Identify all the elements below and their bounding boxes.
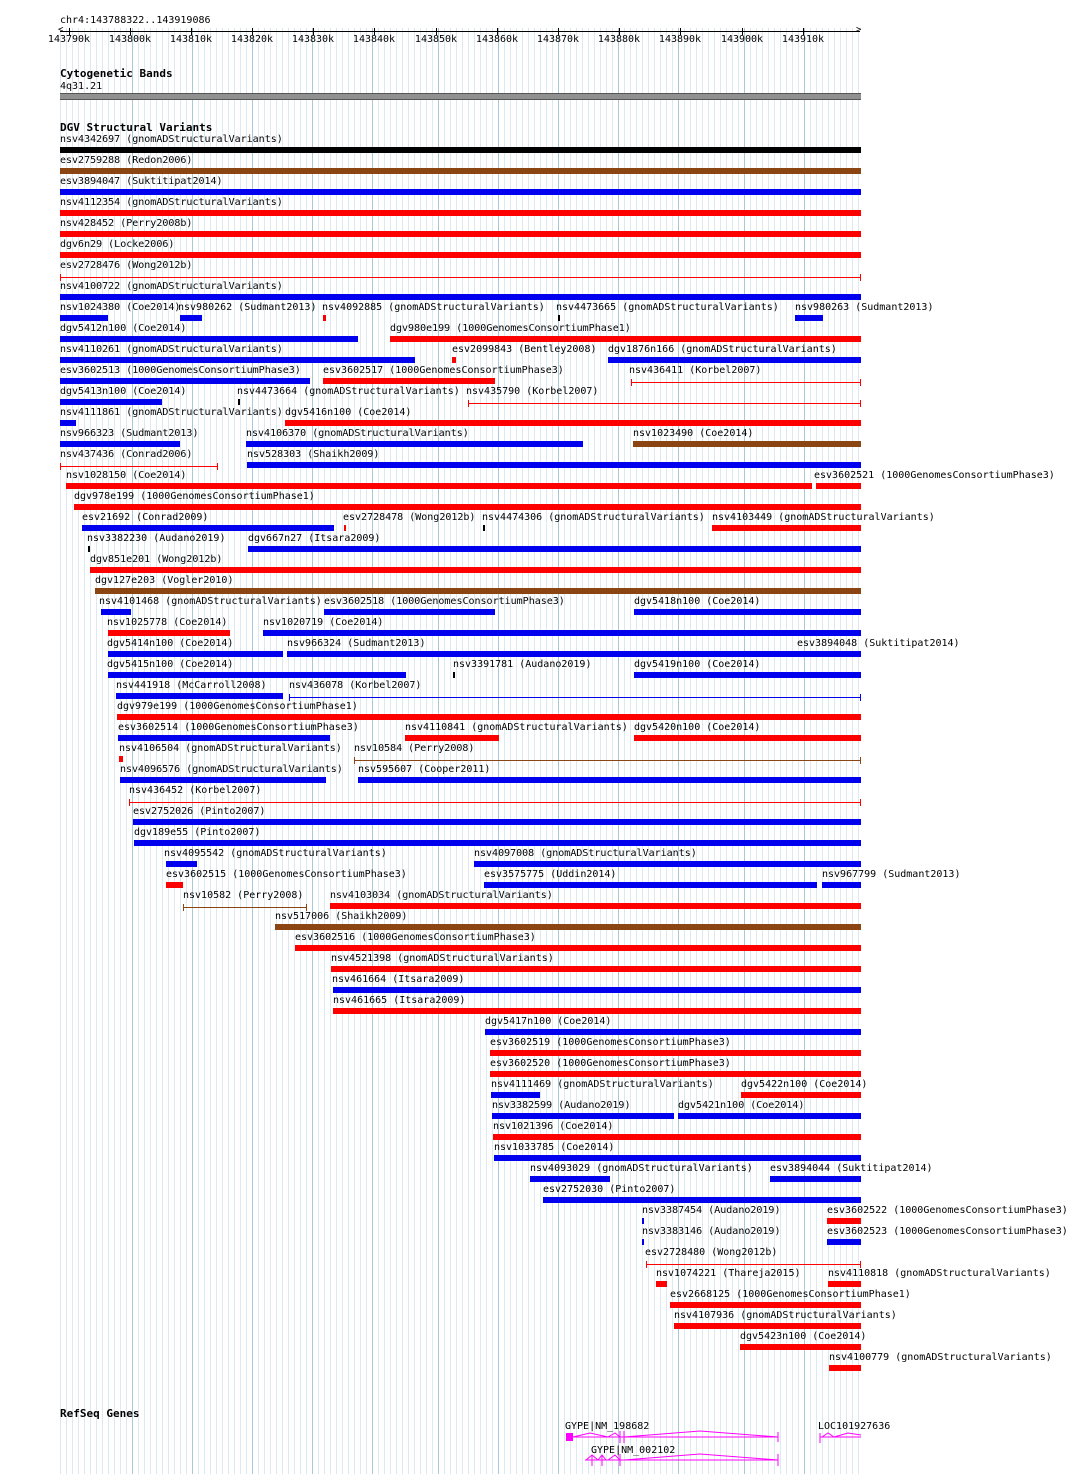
variant-bar[interactable] <box>66 483 812 489</box>
variant-label[interactable]: esv2728480 (Wong2012b) <box>645 1247 778 1258</box>
grid-line <box>498 28 499 1474</box>
variant-bar[interactable] <box>247 462 861 468</box>
variant-label[interactable]: nsv436078 (Korbel2007) <box>289 680 422 691</box>
variant-bar-endcap <box>631 379 632 386</box>
variant-label[interactable]: nsv3383146 (Audano2019) <box>642 1226 781 1237</box>
variant-label[interactable]: esv3575775 (Uddin2014) <box>484 869 617 880</box>
gene-model-gype-nm-198682[interactable] <box>566 1431 778 1443</box>
variant-bar-endcap <box>646 1261 647 1268</box>
variant-bar[interactable] <box>275 924 861 930</box>
variant-bar[interactable] <box>712 525 861 531</box>
variant-label[interactable]: nsv4110818 (gnomADStructuralVariants) <box>828 1268 1051 1279</box>
variant-bar[interactable] <box>670 1302 861 1308</box>
variant-bar[interactable] <box>483 525 485 531</box>
variant-label[interactable]: nsv1020719 (Coe2014) <box>263 617 384 628</box>
ruler-tick-label: 143870k <box>536 34 580 45</box>
variant-bar[interactable] <box>608 357 861 363</box>
grid-line <box>798 28 799 1474</box>
variant-label[interactable]: esv2668125 (1000GenomesConsortiumPhase1) <box>670 1289 911 1300</box>
variant-bar[interactable] <box>108 630 230 636</box>
variant-bar[interactable] <box>133 819 861 825</box>
grid-line <box>636 28 637 1474</box>
variant-bar-endcap <box>60 274 61 281</box>
variant-bar[interactable] <box>485 1029 861 1035</box>
variant-bar[interactable] <box>95 588 861 594</box>
variant-label[interactable]: nsv436452 (Korbel2007) <box>129 785 262 796</box>
grid-line <box>486 28 487 1474</box>
grid-line <box>804 28 805 1474</box>
grid-line <box>534 28 535 1474</box>
variant-bar[interactable] <box>656 1281 667 1287</box>
variant-label[interactable]: nsv4106370 (gnomADStructuralVariants) <box>246 428 469 439</box>
ruler-tick-label: 143830k <box>291 34 335 45</box>
grid-line <box>612 28 613 1474</box>
variant-bar[interactable] <box>642 1239 644 1245</box>
variant-bar[interactable] <box>183 907 307 908</box>
variant-bar[interactable] <box>678 1113 861 1119</box>
variant-label[interactable]: nsv1021396 (Coe2014) <box>493 1121 614 1132</box>
variant-bar-endcap <box>468 400 469 407</box>
variant-label[interactable]: esv2728478 (Wong2012b) <box>343 512 476 523</box>
grid-line <box>618 28 619 1474</box>
variant-label[interactable]: dgv5414n100 (Coe2014) <box>107 638 234 649</box>
variant-label[interactable]: esv2728476 (Wong2012b) <box>60 260 193 271</box>
variant-label[interactable]: nsv4110261 (gnomADStructuralVariants) <box>60 344 283 355</box>
grid-line <box>342 28 343 1474</box>
variant-label[interactable]: nsv4092885 (gnomADStructuralVariants) <box>322 302 545 313</box>
variant-label[interactable]: esv2759288 (Redon2006) <box>60 155 193 166</box>
variant-bar[interactable] <box>90 567 861 573</box>
variant-label[interactable]: nsv3382230 (Audano2019) <box>87 533 226 544</box>
variant-label[interactable]: nsv4103449 (gnomADStructuralVariants) <box>712 512 935 523</box>
variant-bar[interactable] <box>492 1113 674 1119</box>
variant-label[interactable]: nsv10584 (Perry2008) <box>354 743 475 754</box>
variant-label[interactable]: nsv517006 (Shaikh2009) <box>275 911 408 922</box>
variant-bar[interactable] <box>827 1218 861 1224</box>
variant-label[interactable]: nsv4473665 (gnomADStructuralVariants) <box>556 302 779 313</box>
variant-label[interactable]: nsv435790 (Korbel2007) <box>466 386 599 397</box>
variant-label[interactable]: nsv437436 (Conrad2006) <box>60 449 193 460</box>
grid-line <box>846 28 847 1474</box>
variant-label[interactable]: dgv189e55 (Pinto2007) <box>134 827 261 838</box>
variant-bar[interactable] <box>88 546 90 552</box>
grid-line <box>348 28 349 1474</box>
variant-bar[interactable] <box>60 231 861 237</box>
variant-bar[interactable] <box>333 1008 861 1014</box>
variant-bar-endcap <box>860 799 861 806</box>
variant-label[interactable]: nsv3382599 (Audano2019) <box>492 1100 631 1111</box>
variant-label[interactable]: nsv4095542 (gnomADStructuralVariants) <box>164 848 387 859</box>
variant-bar-endcap <box>860 400 861 407</box>
gene-label-gype-nm-198682[interactable]: GYPE|NM_198682 <box>565 1421 650 1432</box>
variant-label[interactable]: esv3894047 (Suktitipat2014) <box>60 176 223 187</box>
variant-label[interactable]: nsv4093029 (gnomADStructuralVariants) <box>530 1163 753 1174</box>
grid-line <box>786 28 787 1474</box>
variant-bar[interactable] <box>491 1092 540 1098</box>
variant-bar[interactable] <box>60 168 861 174</box>
grid-line <box>834 28 835 1474</box>
variant-bar-endcap <box>60 463 61 470</box>
ruler-tick-label: 143840k <box>352 34 396 45</box>
variant-bar[interactable] <box>330 903 861 909</box>
variant-label[interactable]: dgv127e203 (Vogler2010) <box>95 575 234 586</box>
variant-bar[interactable] <box>354 760 861 761</box>
variant-label[interactable]: nsv4106504 (gnomADStructuralVariants) <box>119 743 342 754</box>
grid-line <box>516 28 517 1474</box>
variant-bar[interactable] <box>116 693 283 699</box>
variant-bar[interactable] <box>344 525 346 531</box>
ruler-tick-label: 143800k <box>108 34 152 45</box>
variant-bar[interactable] <box>741 1092 861 1098</box>
grid-line <box>828 28 829 1474</box>
variant-label[interactable]: esv2752026 (Pinto2007) <box>133 806 266 817</box>
variant-bar[interactable] <box>246 441 583 447</box>
grid-line <box>546 28 547 1474</box>
variant-label[interactable]: dgv980e199 (1000GenomesConsortiumPhase1) <box>390 323 631 334</box>
variant-label[interactable]: nsv436411 (Korbel2007) <box>629 365 762 376</box>
variant-bar[interactable] <box>108 651 283 657</box>
variant-bar[interactable] <box>289 697 861 698</box>
variant-bar[interactable] <box>60 357 415 363</box>
variant-label[interactable]: nsv4107936 (gnomADStructuralVariants) <box>674 1310 897 1321</box>
variant-label[interactable]: nsv4103034 (gnomADStructuralVariants) <box>330 890 553 901</box>
variant-bar[interactable] <box>248 546 861 552</box>
variant-bar[interactable] <box>60 315 108 321</box>
variant-bar[interactable] <box>490 1071 861 1077</box>
grid-line <box>840 28 841 1474</box>
variant-label[interactable]: nsv4101468 (gnomADStructuralVariants) <box>99 596 322 607</box>
variant-label[interactable]: nsv4111861 (gnomADStructuralVariants) <box>60 407 283 418</box>
variant-label[interactable]: dgv5419n100 (Coe2014) <box>634 659 761 670</box>
variant-bar[interactable] <box>829 1365 861 1371</box>
variant-bar[interactable] <box>134 840 861 846</box>
variant-label[interactable]: esv2752030 (Pinto2007) <box>543 1184 676 1195</box>
variant-label[interactable]: nsv1024380 (Coe2014) <box>60 302 181 313</box>
ruler-tick-label: 143890k <box>658 34 702 45</box>
variant-bar[interactable] <box>117 714 861 720</box>
variant-label[interactable]: dgv5418n100 (Coe2014) <box>634 596 761 607</box>
variant-label[interactable]: nsv1074221 (Thareja2015) <box>656 1268 801 1279</box>
cytoband-bar[interactable] <box>60 93 861 100</box>
location-label: chr4:143788322..143919086 <box>60 15 211 26</box>
variant-bar[interactable] <box>474 861 861 867</box>
ruler-axis <box>60 31 860 32</box>
variant-bar[interactable] <box>795 315 823 321</box>
grid-line <box>822 28 823 1474</box>
grid-line <box>570 28 571 1474</box>
variant-label[interactable]: dgv667n27 (Itsara2009) <box>248 533 381 544</box>
variant-bar-endcap <box>129 799 130 806</box>
variant-bar-endcap <box>860 694 861 701</box>
variant-label[interactable]: nsv4521398 (gnomADStructuralVariants) <box>331 953 554 964</box>
grid-line <box>576 28 577 1474</box>
variant-bar[interactable] <box>331 966 861 972</box>
variant-bar-endcap <box>860 757 861 764</box>
variant-label[interactable]: nsv4100779 (gnomADStructuralVariants) <box>829 1352 1052 1363</box>
variant-bar[interactable] <box>166 882 183 888</box>
grid-line <box>594 28 595 1474</box>
grid-line <box>642 28 643 1474</box>
variant-label[interactable]: nsv967799 (Sudmant2013) <box>822 869 961 880</box>
variant-bar-endcap <box>306 904 307 911</box>
variant-bar[interactable] <box>828 1281 861 1287</box>
variant-label[interactable]: nsv3387454 (Audano2019) <box>642 1205 781 1216</box>
variant-label[interactable]: esv3602520 (1000GenomesConsortiumPhase3) <box>490 1058 731 1069</box>
variant-label[interactable]: nsv966324 (Sudmant2013) <box>287 638 426 649</box>
variant-label[interactable]: esv3602523 (1000GenomesConsortiumPhase3) <box>827 1226 1068 1237</box>
variant-bar[interactable] <box>263 630 861 636</box>
variant-label[interactable]: nsv428452 (Perry2008b) <box>60 218 193 229</box>
grid-line <box>504 28 505 1474</box>
grid-line <box>564 28 565 1474</box>
ruler-tick-label: 143790k <box>47 34 91 45</box>
variant-bar[interactable] <box>405 735 499 741</box>
variant-bar[interactable] <box>674 1323 861 1329</box>
refseq-gene-models <box>0 1425 890 1474</box>
variant-bar[interactable] <box>74 504 861 510</box>
variant-label[interactable]: nsv10582 (Perry2008) <box>183 890 304 901</box>
variant-label[interactable]: nsv461664 (Itsara2009) <box>332 974 465 985</box>
gene-model-gype-nm-002102[interactable] <box>585 1454 778 1466</box>
grid-line <box>588 28 589 1474</box>
variant-label[interactable]: dgv5420n100 (Coe2014) <box>634 722 761 733</box>
variant-bar[interactable] <box>468 403 861 404</box>
exon <box>566 1433 573 1441</box>
grid-line <box>810 28 811 1474</box>
cytoband-track-title[interactable]: Cytogenetic Bands <box>60 67 173 80</box>
variant-label[interactable]: nsv4474306 (gnomADStructuralVariants) <box>482 512 705 523</box>
variant-bar[interactable] <box>494 1155 861 1161</box>
variant-bar[interactable] <box>295 945 861 951</box>
grid-line <box>522 28 523 1474</box>
variant-label[interactable]: nsv461665 (Itsara2009) <box>333 995 466 1006</box>
variant-label[interactable]: esv2099843 (Bentley2008) <box>452 344 597 355</box>
variant-bar[interactable] <box>101 609 131 615</box>
variant-label[interactable]: nsv980263 (Sudmant2013) <box>795 302 934 313</box>
variant-bar[interactable] <box>60 399 162 405</box>
variant-label[interactable]: dgv6n29 (Locke2006) <box>60 239 175 250</box>
variant-label[interactable]: esv3602517 (1000GenomesConsortiumPhase3) <box>323 365 564 376</box>
dgv-track-title[interactable]: DGV Structural Variants <box>60 121 213 134</box>
variant-bar[interactable] <box>358 777 861 783</box>
grid-line <box>552 28 553 1474</box>
variant-bar[interactable] <box>285 420 861 426</box>
variant-bar[interactable] <box>120 777 326 783</box>
variant-bar[interactable] <box>634 609 861 615</box>
variant-label[interactable]: nsv1033785 (Coe2014) <box>494 1142 615 1153</box>
variant-bar[interactable] <box>453 672 455 678</box>
variant-bar[interactable] <box>558 315 560 321</box>
grid-line <box>852 28 853 1474</box>
variant-bar[interactable] <box>238 399 240 405</box>
variant-bar[interactable] <box>60 336 358 342</box>
grid-line <box>630 28 631 1474</box>
variant-bar[interactable] <box>323 378 495 384</box>
grid-line <box>600 28 601 1474</box>
variant-bar[interactable] <box>60 420 76 426</box>
variant-label[interactable]: nsv1025778 (Coe2014) <box>107 617 228 628</box>
variant-bar[interactable] <box>816 483 861 489</box>
variant-label[interactable]: dgv979e199 (1000GenomesConsortiumPhase1) <box>117 701 358 712</box>
variant-label[interactable]: esv3602513 (1000GenomesConsortiumPhase3) <box>60 365 301 376</box>
variant-bar[interactable] <box>60 277 861 278</box>
grid-line <box>816 28 817 1474</box>
gene-label-loc101927636[interactable]: LOC101927636 <box>818 1421 891 1432</box>
grid-line <box>858 28 859 1474</box>
variant-bar[interactable] <box>631 382 861 383</box>
variant-label[interactable]: esv3602514 (1000GenomesConsortiumPhase3) <box>118 722 359 733</box>
variant-label[interactable]: dgv5412n100 (Coe2014) <box>60 323 187 334</box>
ruler-tick-label: 143900k <box>720 34 764 45</box>
variant-label[interactable]: dgv5423n100 (Coe2014) <box>740 1331 867 1342</box>
variant-label[interactable]: esv3602516 (1000GenomesConsortiumPhase3) <box>295 932 536 943</box>
gene-label-gype-nm-002102[interactable]: GYPE|NM_002102 <box>591 1445 676 1456</box>
grid-line <box>606 28 607 1474</box>
variant-label[interactable]: nsv4112354 (gnomADStructuralVariants) <box>60 197 283 208</box>
variant-bar[interactable] <box>287 651 861 657</box>
variant-bar-endcap <box>860 1261 861 1268</box>
ruler-right-arrow: > <box>856 25 862 35</box>
variant-bar[interactable] <box>323 315 326 321</box>
variant-label[interactable]: nsv1028150 (Coe2014) <box>66 470 187 481</box>
ruler-tick-label: 143860k <box>475 34 519 45</box>
ruler-tick-label: 143910k <box>781 34 825 45</box>
variant-label[interactable]: dgv978e199 (1000GenomesConsortiumPhase1) <box>74 491 315 502</box>
variant-bar[interactable] <box>333 987 861 993</box>
variant-bar[interactable] <box>484 882 817 888</box>
ruler-left-arrow: < <box>58 25 64 35</box>
variant-bar[interactable] <box>60 252 861 258</box>
variant-bar[interactable] <box>129 802 861 803</box>
variant-label[interactable]: nsv966323 (Sudmant2013) <box>60 428 199 439</box>
variant-label[interactable]: dgv851e201 (Wong2012b) <box>90 554 223 565</box>
variant-label[interactable]: dgv5415n100 (Coe2014) <box>107 659 234 670</box>
variant-label[interactable]: nsv4342697 (gnomADStructuralVariants) <box>60 134 283 145</box>
variant-bar[interactable] <box>797 651 861 657</box>
variant-bar[interactable] <box>634 672 861 678</box>
variant-bar[interactable] <box>827 1239 861 1245</box>
variant-label[interactable]: esv3602519 (1000GenomesConsortiumPhase3) <box>490 1037 731 1048</box>
variant-label[interactable]: nsv3391781 (Audano2019) <box>453 659 592 670</box>
variant-bar[interactable] <box>634 735 861 741</box>
grid-line <box>582 28 583 1474</box>
variant-bar[interactable] <box>490 1050 861 1056</box>
grid-line <box>558 28 559 1474</box>
variant-bar-endcap <box>289 694 290 701</box>
variant-bar[interactable] <box>60 294 861 300</box>
variant-bar[interactable] <box>60 189 861 195</box>
variant-label[interactable]: esv3894048 (Suktitipat2014) <box>797 638 960 649</box>
variant-bar[interactable] <box>390 336 861 342</box>
variant-bar[interactable] <box>822 882 861 888</box>
variant-bar-endcap <box>354 757 355 764</box>
variant-label[interactable]: nsv4100722 (gnomADStructuralVariants) <box>60 281 283 292</box>
variant-label[interactable]: esv21692 (Conrad2009) <box>82 512 209 523</box>
grid-line <box>528 28 529 1474</box>
variant-label[interactable]: dgv5417n100 (Coe2014) <box>485 1016 612 1027</box>
variant-label[interactable]: dgv1876n166 (gnomADStructuralVariants) <box>608 344 837 355</box>
ruler-tick-label: 143810k <box>169 34 213 45</box>
variant-bar[interactable] <box>60 466 218 467</box>
variant-bar[interactable] <box>60 210 861 216</box>
variant-bar[interactable] <box>60 441 180 447</box>
variant-bar-endcap <box>183 904 184 911</box>
variant-bar[interactable] <box>82 525 334 531</box>
variant-label[interactable]: dgv5422n100 (Coe2014) <box>741 1079 868 1090</box>
variant-bar[interactable] <box>180 315 202 321</box>
variant-bar[interactable] <box>633 441 861 447</box>
cytoband-label: 4q31.21 <box>60 81 103 92</box>
variant-label[interactable]: nsv528303 (Shaikh2009) <box>247 449 380 460</box>
variant-label[interactable]: dgv5413n100 (Coe2014) <box>60 386 187 397</box>
variant-label[interactable]: nsv595607 (Cooper2011) <box>358 764 491 775</box>
grid-line <box>510 28 511 1474</box>
variant-label[interactable]: nsv4111469 (gnomADStructuralVariants) <box>491 1079 714 1090</box>
variant-bar[interactable] <box>646 1264 861 1265</box>
variant-bar-endcap <box>860 274 861 281</box>
grid-line <box>480 28 481 1474</box>
variant-label[interactable]: nsv4473664 (gnomADStructuralVariants) <box>237 386 460 397</box>
variant-bar[interactable] <box>60 147 861 153</box>
variant-label[interactable]: esv3602522 (1000GenomesConsortiumPhase3) <box>827 1205 1068 1216</box>
ruler-tick-label: 143820k <box>230 34 274 45</box>
variant-bar-endcap <box>217 463 218 470</box>
grid-line <box>792 28 793 1474</box>
variant-label[interactable]: esv3602518 (1000GenomesConsortiumPhase3) <box>324 596 565 607</box>
grid-line <box>780 28 781 1474</box>
refseq-track-title[interactable]: RefSeq Genes <box>60 1407 140 1420</box>
variant-bar-endcap <box>860 379 861 386</box>
variant-bar[interactable] <box>324 609 495 615</box>
variant-label[interactable]: nsv441918 (McCarroll2008) <box>116 680 267 691</box>
variant-bar[interactable] <box>530 1176 610 1182</box>
variant-bar[interactable] <box>740 1344 861 1350</box>
ruler-tick-label: 143850k <box>414 34 458 45</box>
variant-label[interactable]: dgv5421n100 (Coe2014) <box>678 1100 805 1111</box>
variant-label[interactable]: dgv5416n100 (Coe2014) <box>285 407 412 418</box>
variant-bar[interactable] <box>166 861 197 867</box>
grid-line <box>540 28 541 1474</box>
variant-bar[interactable] <box>493 1134 861 1140</box>
ruler-tick-label: 143880k <box>597 34 641 45</box>
grid-line <box>492 28 493 1474</box>
variant-bar[interactable] <box>642 1218 644 1224</box>
variant-bar[interactable] <box>60 378 310 384</box>
gene-model-loc101927636[interactable] <box>820 1433 861 1443</box>
variant-label[interactable]: nsv980262 (Sudmant2013) <box>178 302 317 313</box>
variant-label[interactable]: nsv4110841 (gnomADStructuralVariants) <box>405 722 628 733</box>
variant-label[interactable]: nsv4096576 (gnomADStructuralVariants) <box>120 764 343 775</box>
grid-line <box>624 28 625 1474</box>
variant-bar[interactable] <box>452 357 456 363</box>
variant-bar[interactable] <box>770 1176 861 1182</box>
variant-bar[interactable] <box>543 1197 861 1203</box>
variant-label[interactable]: nsv1023490 (Coe2014) <box>633 428 754 439</box>
variant-bar[interactable] <box>118 735 330 741</box>
variant-label[interactable]: nsv4097008 (gnomADStructuralVariants) <box>474 848 697 859</box>
variant-label[interactable]: esv3602515 (1000GenomesConsortiumPhase3) <box>166 869 407 880</box>
variant-label[interactable]: esv3602521 (1000GenomesConsortiumPhase3) <box>814 470 1055 481</box>
variant-label[interactable]: esv3894044 (Suktitipat2014) <box>770 1163 933 1174</box>
variant-bar[interactable] <box>108 672 406 678</box>
variant-bar[interactable] <box>119 756 123 762</box>
